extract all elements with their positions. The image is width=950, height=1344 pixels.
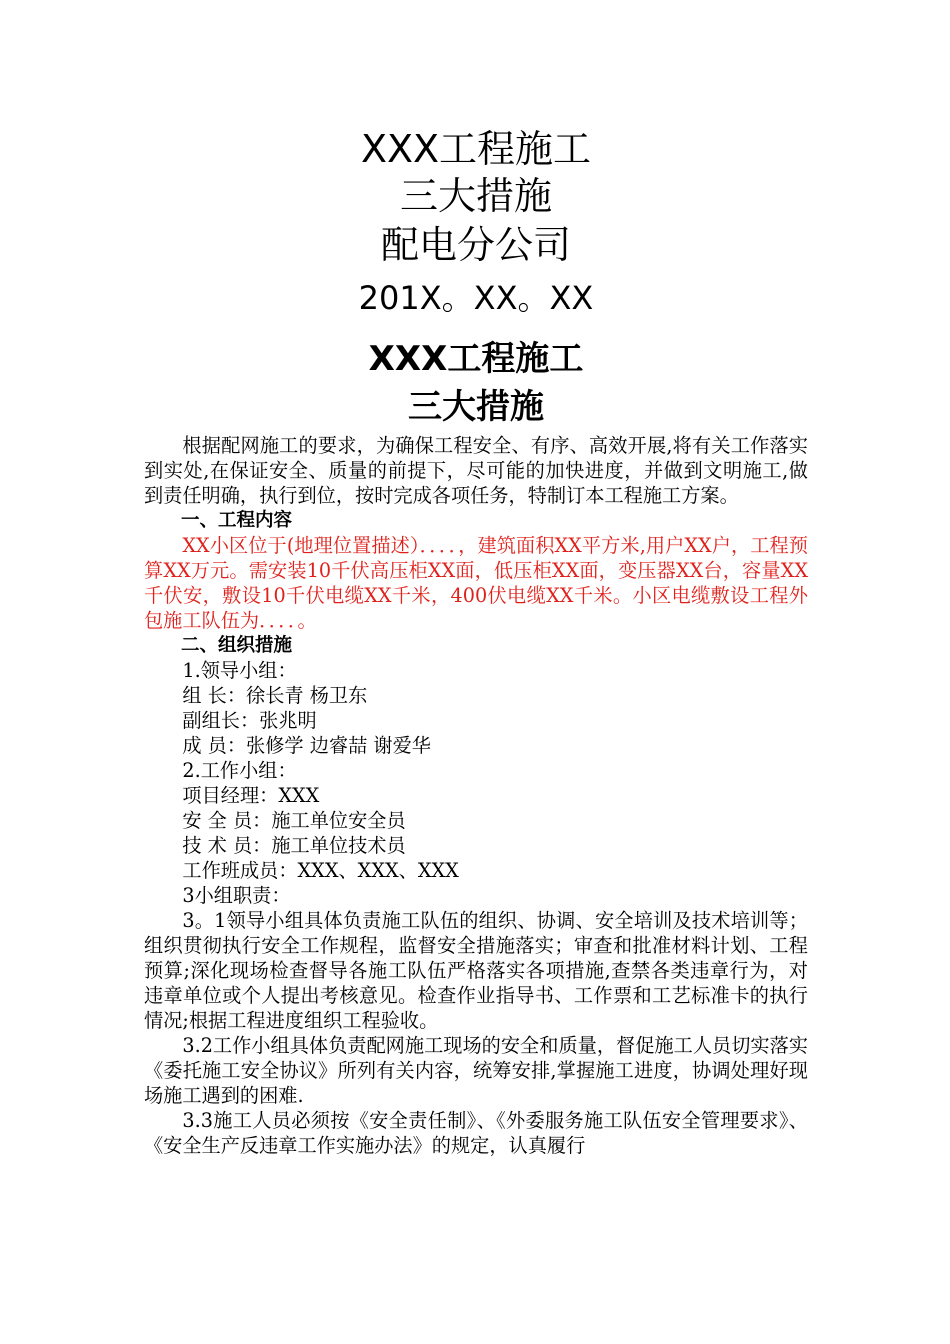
duty-paragraph-3-1: 3。1领导小组具体负责施工队伍的组织、协调、安全培训及技术培训等；组织贯彻执行安全工作规程，监督安全措施落实；审查和批准材料计划、工程预算;深化现场检查督导各施工队伍严格落实各项措施,查禁各类违章行为，对违章单位或个人提出考核意见。检查作业指导书、工作票和工艺标准卡的执行情况;根据工程进度组织工程验收。 [144, 909, 808, 1032]
org-line: 3小组职责： [182, 884, 291, 907]
org-line: 1.领导小组： [182, 659, 297, 682]
cover-title-line1: XXX工程施工 [360, 127, 592, 171]
org-line: 技 术 员：施工单位技术员 [182, 834, 406, 857]
cover-title-line2: 三大措施 [399, 174, 552, 218]
duty-paragraph-3-3: 3.3施工人员必须按《安全责任制》、《外委服务施工队伍安全管理要求》、《安全生产反违章工作实施办法》的规定，认真履行 [144, 1109, 808, 1157]
org-line: 成 员：张修学 边睿喆 谢爱华 [182, 734, 431, 757]
org-line: 安 全 员：施工单位安全员 [182, 809, 406, 832]
section2-heading: 二、组织措施 [181, 635, 293, 656]
org-line: 项目经理：XXX [182, 784, 320, 807]
section1-heading: 一、工程内容 [181, 510, 293, 531]
org-line: 工作班成员：XXX、XXX、XXX [182, 859, 459, 882]
document-body [144, 433, 808, 1158]
org-line: 副组长：张兆明 [182, 709, 317, 732]
section1-text: XX小区位于(地理位置描述）．．．．，建筑面积XX平方米,用户XX户，工程预算XX万元。需安装10千伏高压柜XX面，低压柜XX面，变压器XX台，容量XX千伏安，敷设10千伏电缆XX千米，400伏电缆XX千米。小区电缆敷设工程外包施工队伍为．．．．。 [144, 534, 808, 632]
doc-title-line2: 三大措施 [408, 387, 544, 427]
duty-paragraph-3-2: 3.2工作小组具体负责配网施工现场的安全和质量，督促施工人员切实落实《委托施工安全协议》所列有关内容，统筹安排,掌握施工进度，协调处理好现场施工遇到的困难. [144, 1034, 808, 1107]
cover-date: 201X。XX。XX [358, 279, 594, 317]
org-line: 2.工作小组： [182, 759, 297, 782]
intro-paragraph: 根据配网施工的要求，为确保工程安全、有序、高效开展,将有关工作落实到实处,在保证安全、质量的前提下，尽可能的加快进度，并做到文明施工,做到责任明确，执行到位，按时完成各项任务，特制订本工程施工方案。 [144, 434, 808, 507]
cover-company: 配电分公司 [380, 223, 571, 267]
org-line: 组 长：徐长青 杨卫东 [182, 684, 368, 707]
doc-title-line1: XXX工程施工 [368, 339, 584, 379]
